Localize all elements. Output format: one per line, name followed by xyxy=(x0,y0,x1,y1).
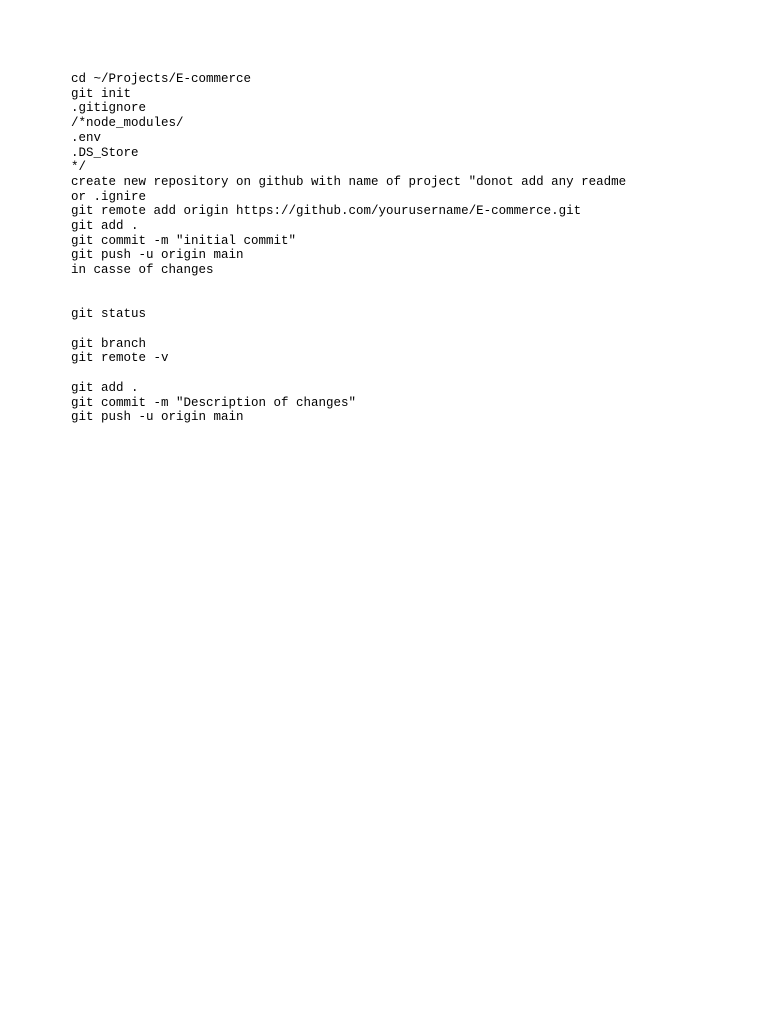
text-line: git remote -v xyxy=(71,351,169,366)
text-line: git commit -m "Description of changes" xyxy=(71,395,357,410)
text-line: in casse of changes xyxy=(71,263,214,278)
text-line: .gitignore xyxy=(71,101,147,116)
text-line: git add . xyxy=(71,219,139,234)
text-line: git push -u origin main xyxy=(71,248,244,263)
text-line: /*node_modules/ xyxy=(71,116,184,131)
text-line: cd ~/Projects/E-commerce xyxy=(71,72,252,86)
text-line: git branch xyxy=(71,336,147,351)
text-line: .env xyxy=(71,130,102,145)
text-line: or .ignire xyxy=(71,189,147,204)
document-text xyxy=(71,72,671,425)
text-line: git remote add origin https://github.com/yourusername/E-commerce.git xyxy=(71,204,582,219)
text-line: git push -u origin main xyxy=(71,410,244,425)
text-line: git init xyxy=(71,86,132,101)
text-line: .DS_Store xyxy=(71,145,139,160)
text-line: create new repository on github with name of project "donot add any readme xyxy=(71,174,627,189)
text-line: git status xyxy=(71,307,147,322)
text-line: git commit -m "initial commit" xyxy=(71,233,297,248)
text-line: */ xyxy=(71,160,87,175)
text-line: git add . xyxy=(71,380,139,395)
